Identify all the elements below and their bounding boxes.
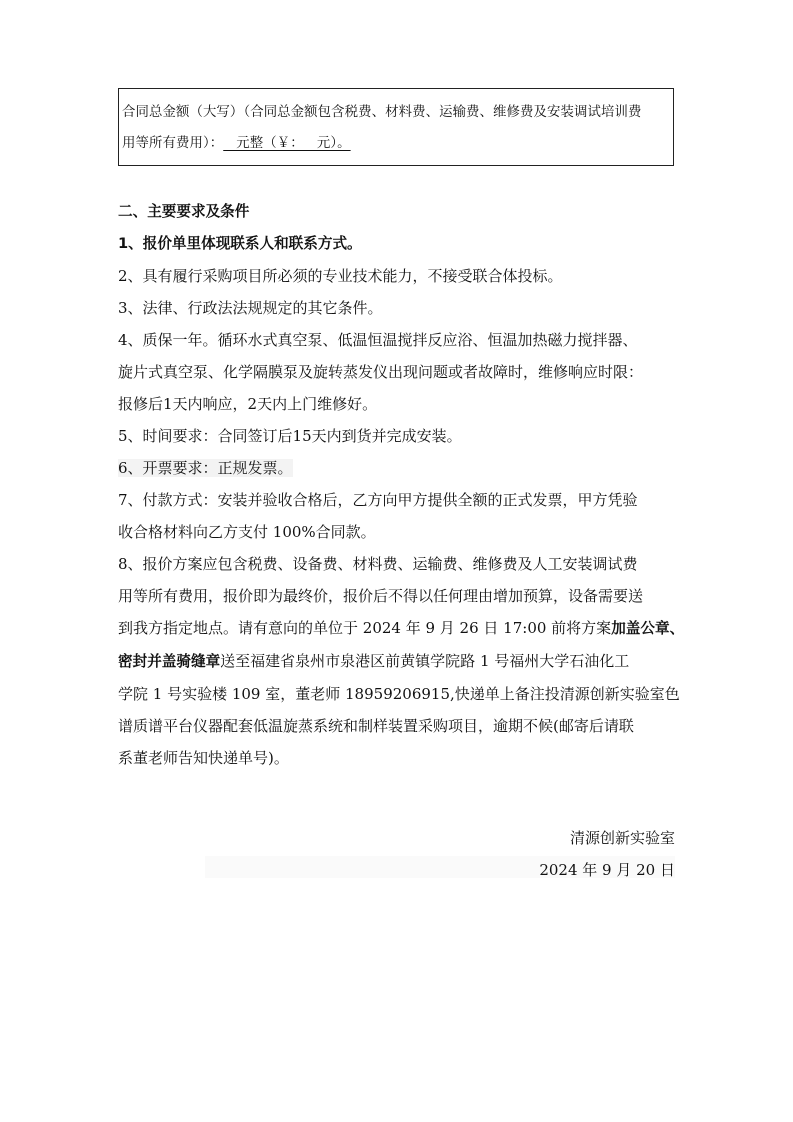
contract-amount-prefix: 用等所有费用）：	[122, 136, 224, 151]
requirement-item-7-line-1: 7、付款方式：安装并验收合格后，乙方向甲方提供全额的正式发票，甲方凭验	[118, 491, 638, 509]
requirement-item-8-line-6: 谱质谱平台仪器配套低温旋蒸系统和制样装置采购项目，逾期不候(邮寄后请联	[118, 717, 634, 735]
requirement-item-8-line-3-text: 到我方指定地点。请有意向的单位于 2024 年 9 月 26 日 17:00 前将方案	[118, 619, 612, 637]
requirement-item-4-line-3: 报修后1天内响应，2天内上门维修好。	[118, 395, 378, 413]
requirements-section	[118, 196, 685, 774]
contract-amount-fill-in: 元整（￥： 元）。	[223, 136, 351, 151]
requirement-item-4-line-1: 4、质保一年。循环水式真空泵、低温恒温搅拌反应浴、恒温加热磁力搅拌器、	[118, 331, 638, 349]
contract-amount-line-1: 合同总金额（大写）（合同总金额包含税费、材料费、运输费、维修费及安装调试培训费	[122, 105, 642, 120]
requirement-item-8-line-5: 学院 1 号实验楼 109 室，董老师 18959206915,快递单上备注投清源创新实验室色	[118, 685, 680, 703]
requirement-item-8-seal-emphasis-2: 密封并盖骑缝章	[118, 653, 221, 670]
requirement-item-3: 3、法律、行政法法规规定的其它条件。	[118, 299, 383, 317]
signature-date: 2024 年 9 月 20 日	[539, 861, 675, 879]
requirement-item-2: 2、具有履行采购项目所必须的专业技术能力，不接受联合体投标。	[118, 267, 563, 285]
section-heading: 二、主要要求及条件	[118, 203, 250, 220]
signature-block	[539, 822, 675, 886]
requirement-item-6: 6、开票要求：正规发票。	[118, 459, 293, 477]
requirement-item-8-line-4	[118, 645, 678, 678]
requirement-item-8-line-7: 系董老师告知快递单号)。	[118, 749, 289, 767]
requirement-item-8-line-4-text: 送至福建省泉州市泉港区前黄镇学院路 1 号福州大学石油化工	[220, 652, 630, 670]
requirement-item-6-wrap	[118, 452, 678, 484]
requirement-item-5: 5、时间要求：合同签订后15天内到货并完成安装。	[118, 427, 462, 445]
requirement-item-8-line-3	[118, 612, 685, 645]
contract-amount-box	[118, 88, 674, 166]
contract-amount-line-2	[122, 128, 669, 159]
requirement-item-8-seal-emphasis: 加盖公章、	[611, 620, 685, 637]
requirement-item-1: 1、报价单里体现联系人和联系方式。	[118, 235, 362, 252]
requirement-item-8-line-2: 用等所有费用，报价即为最终价，报价后不得以任何理由增加预算，设备需要送	[118, 587, 644, 605]
requirement-item-8-line-1: 8、报价方案应包含税费、设备费、材料费、运输费、维修费及人工安装调试费	[118, 555, 638, 573]
requirement-item-4-line-2: 旋片式真空泵、化学隔膜泵及旋转蒸发仪出现问题或者故障时，维修响应时限：	[118, 363, 644, 381]
signature-org: 清源创新实验室	[569, 829, 675, 847]
requirement-item-7-line-2: 收合格材料向乙方支付 100%合同款。	[118, 523, 376, 541]
